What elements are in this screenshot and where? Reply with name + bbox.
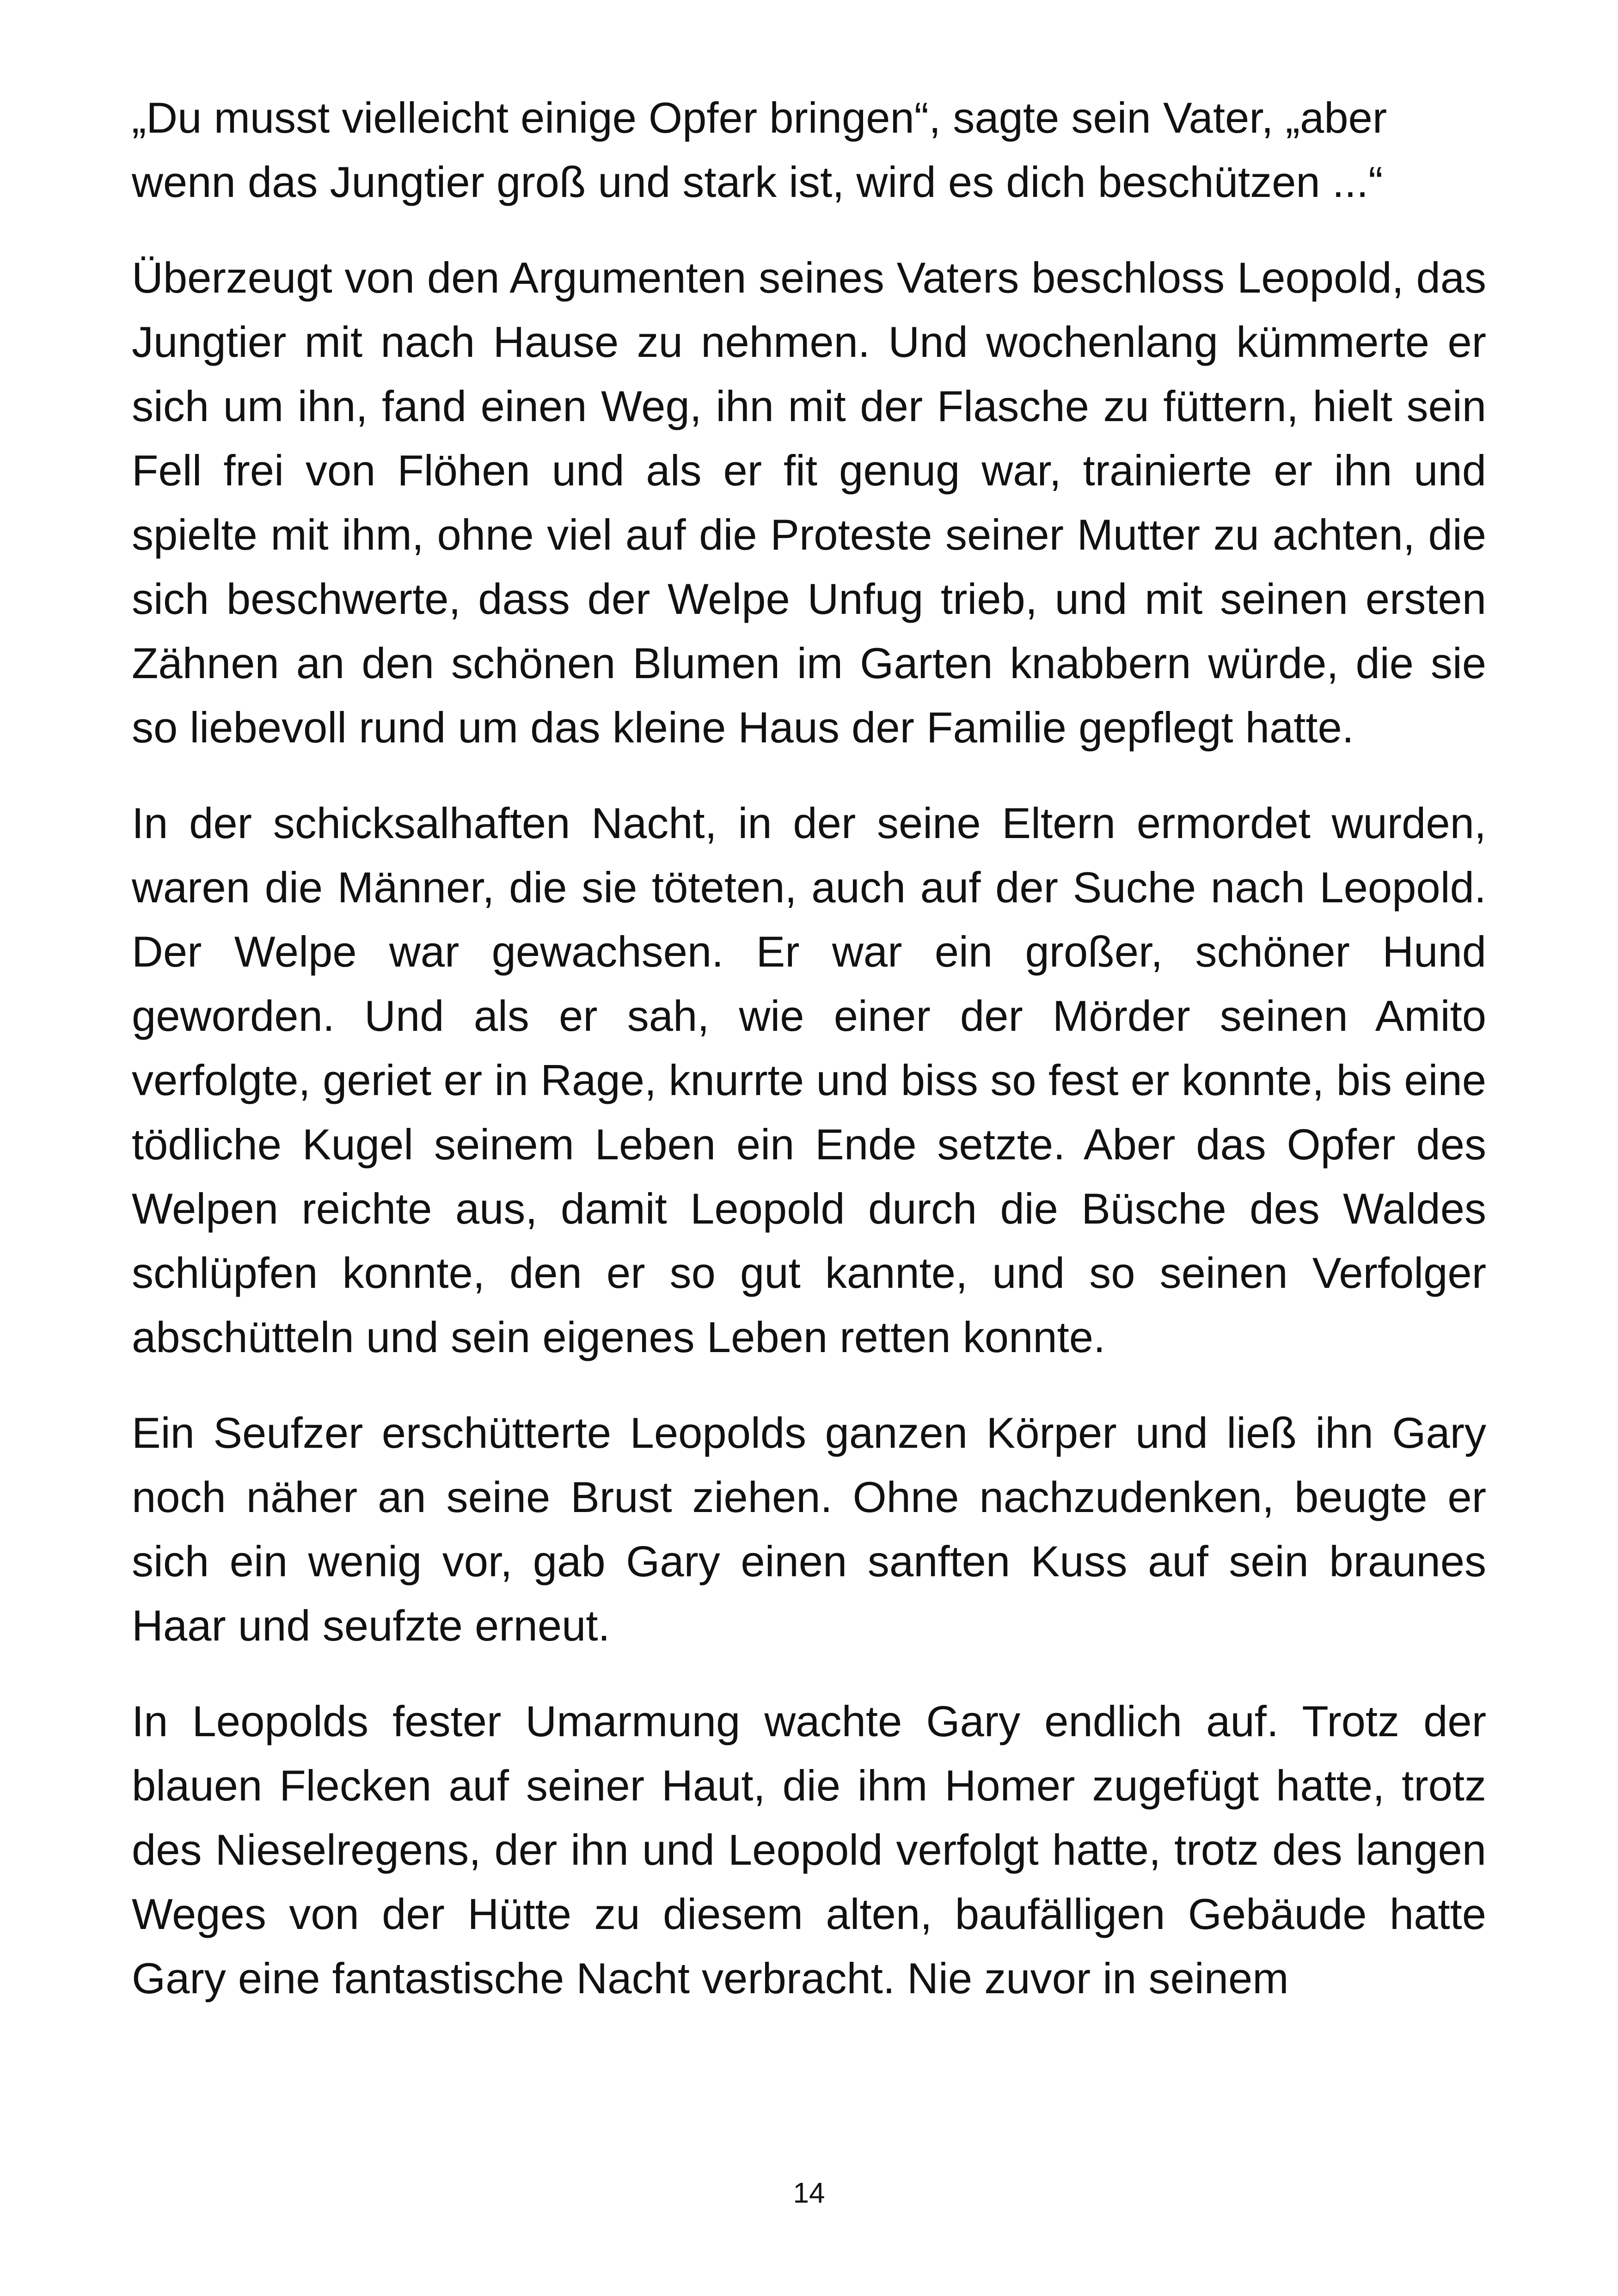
paragraph: „Du musst vielleicht einige Opfer bringen“, sagte sein Vater, „aber wenn das Jungtier groß und stark ist, wird es dich beschützen ...“ [132, 93, 1387, 206]
paragraph: Überzeugt von den Argumenten seines Vaters beschloss Leopold, das Jungtier mit nach Hause zu nehmen. Und wochenlang kümmerte er sich um ihn, fand einen Weg, ihn mit der Flasche zu füttern, hielt sein Fell frei von Flöhen und als er fit genug war, trainierte er ihn und spielte mit ihm, ohne viel auf die Proteste seiner Mutter zu achten, die sich beschwerte, dass der Welpe Unfug trieb, und mit seinen ersten Zähnen an den schönen Blumen im Garten knabbern würde, die sie so liebevoll rund um das kleine Haus der Familie gepflegt hatte. [132, 253, 1486, 752]
paragraph: In der schicksalhaften Nacht, in der seine Eltern ermordet wurden, waren die Männer, die sie töteten, auch auf der Suche nach Leopold. Der Welpe war gewachsen. Er war ein großer, schöner Hund geworden. Und als er sah, wie einer der Mörder seinen Amito verfolgte, geriet er in Rage, knurrte und biss so fest er konnte, bis eine tödliche Kugel seinem Leben ein Ende setzte. Aber das Opfer des Welpen reichte aus, damit Leopold durch die Büsche des Waldes schlüpfen konnte, den er so gut kannte, und so seinen Verfolger abschütteln und sein eigenes Leben retten konnte. [132, 799, 1486, 1361]
page-number: 14 [793, 2177, 825, 2209]
paragraph: Ein Seufzer erschütterte Leopolds ganzen Körper und ließ ihn Gary noch näher an seine Brust ziehen. Ohne nachzudenken, beugte er sich ein wenig vor, gab Gary einen sanften Kuss auf sein braunes Haar und seufzte erneut. [132, 1408, 1486, 1650]
paragraph: In Leopolds fester Umarmung wachte Gary endlich auf. Trotz der blauen Flecken auf seiner Haut, die ihm Homer zugefügt hatte, trotz des Nieselregens, der ihn und Leopold verfolgt hatte, trotz des langen Weges von der Hütte zu diesem alten, baufälligen Gebäude hatte Gary eine fantastische Nacht verbracht. Nie zuvor in seinem [132, 1697, 1486, 2002]
page-body [132, 86, 1486, 2042]
